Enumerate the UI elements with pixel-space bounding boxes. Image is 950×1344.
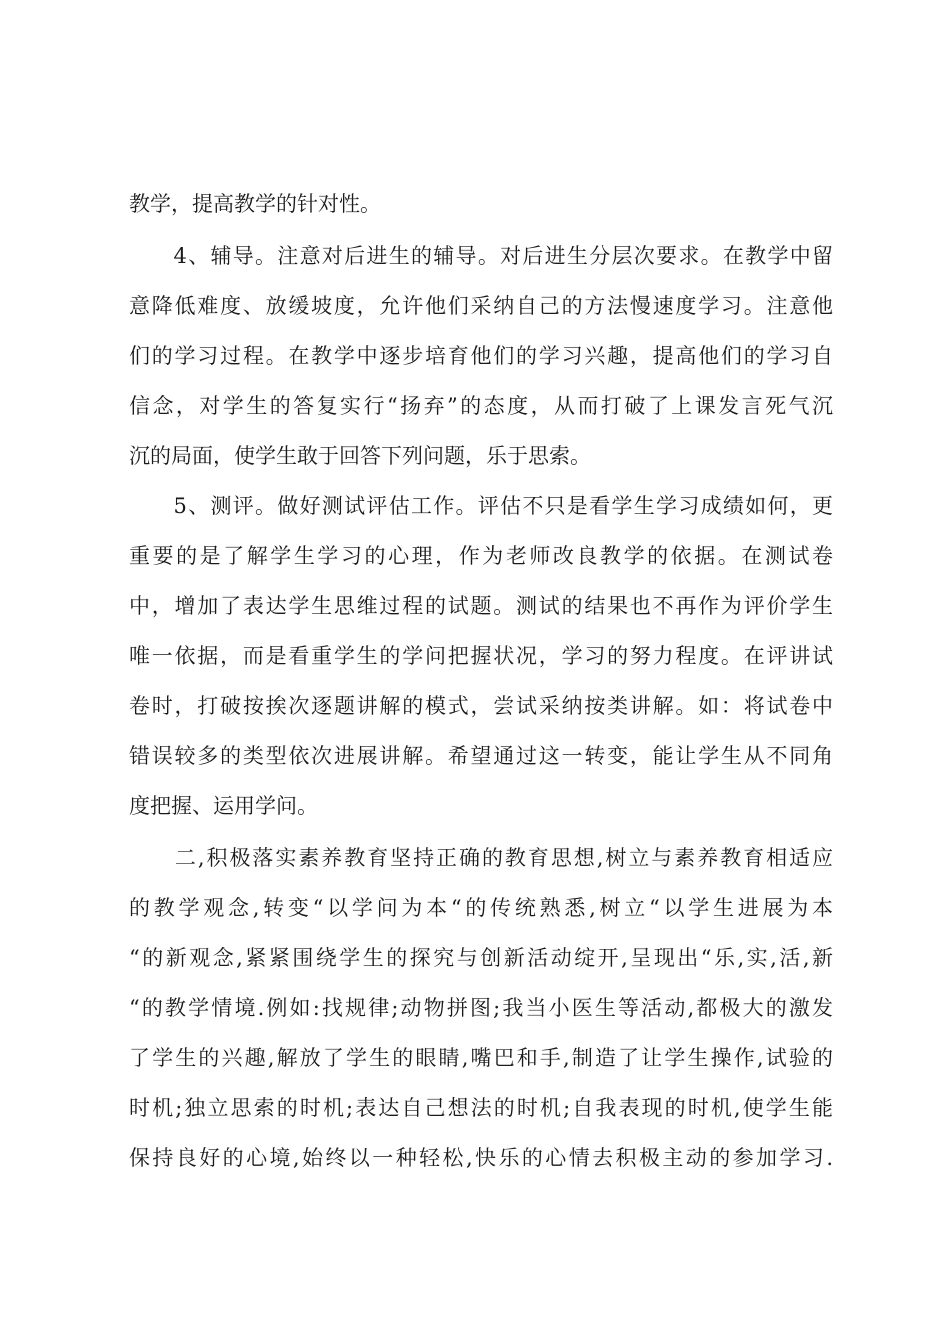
text-line: 们的学习过程。在教学中逐步培育他们的学习兴趣，提高他们的学习自 (129, 344, 833, 368)
text-line: 中，增加了表达学生思维过程的试题。测试的结果也不再作为评价学生 (129, 594, 833, 618)
text-line: 5、测评。做好测试评估工作。评估不只是看学生学习成绩如何，更 (129, 494, 833, 518)
text-line: 沉的局面，使学生敢于回答下列问题，乐于思索。 (129, 444, 591, 468)
text-line: 卷时，打破按挨次逐题讲解的模式，尝试采纳按类讲解。如：将试卷中 (129, 694, 833, 718)
text-line: 4、辅导。注意对后进生的辅导。对后进生分层次要求。在教学中留 (129, 244, 833, 268)
text-line: 错误较多的类型依次进展讲解。希望通过这一转变，能让学生从不同角 (129, 744, 833, 768)
text-line: 了学生的兴趣,解放了学生的眼睛,嘴巴和手,制造了让学生操作,试验的 (129, 1046, 833, 1070)
text-line: 意降低难度、放缓坡度，允许他们采纳自己的方法慢速度学习。注意他 (129, 294, 833, 318)
text-line: “的教学情境.例如:找规律;动物拼图;我当小医生等活动,都极大的激发 (129, 996, 833, 1020)
text-line: 保持良好的心境,始终以一种轻松,快乐的心情去积极主动的参加学习. (129, 1146, 833, 1170)
text-line: 重要的是了解学生学习的心理，作为老师改良教学的依据。在测试卷 (129, 544, 833, 568)
text-line: 度把握、运用学问。 (129, 794, 318, 818)
text-line: 二,积极落实素养教育坚持正确的教育思想,树立与素养教育相适应 (129, 846, 833, 870)
text-line: 唯一依据，而是看重学生的学问把握状况，学习的努力程度。在评讲试 (129, 644, 833, 668)
text-line: 时机;独立思索的时机;表达自己想法的时机;自我表现的时机,使学生能 (129, 1096, 833, 1120)
text-line: 教学，提高教学的针对性。 (129, 192, 381, 216)
text-line: 的教学观念,转变“以学问为本“的传统熟悉,树立“以学生进展为本 (129, 896, 833, 920)
text-line: “的新观念,紧紧围绕学生的探究与创新活动绽开,呈现出“乐,实,活,新 (129, 946, 833, 970)
text-line: 信念，对学生的答复实行“扬弃”的态度，从而打破了上课发言死气沉 (129, 394, 833, 418)
